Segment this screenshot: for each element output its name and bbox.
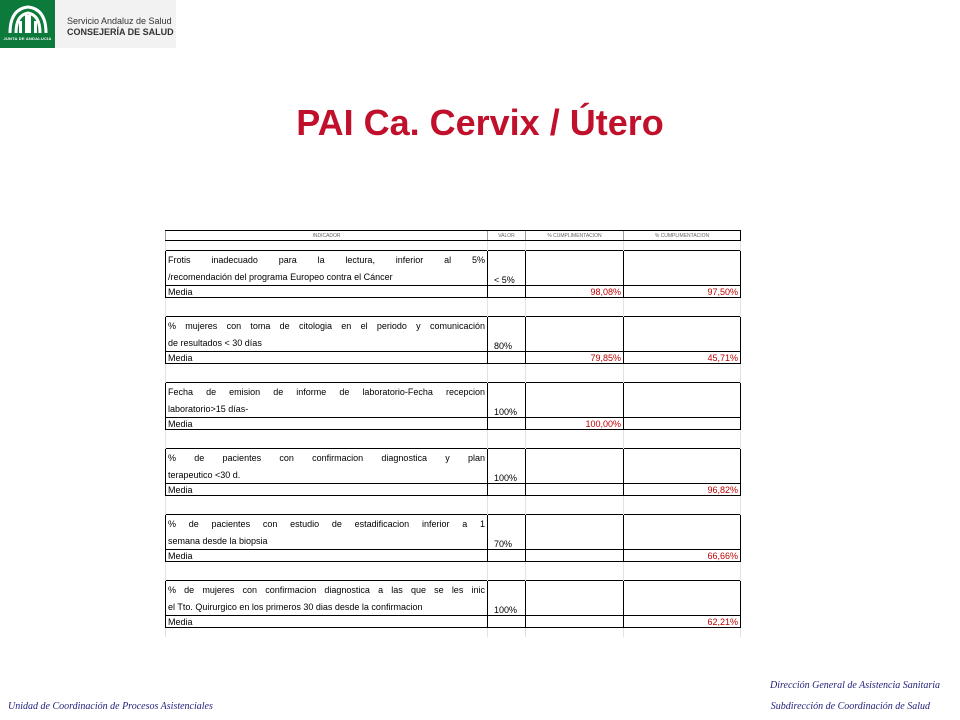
indicator-value: 100% bbox=[488, 383, 526, 418]
indicator-row bbox=[166, 251, 741, 269]
spacer-cell bbox=[166, 307, 488, 317]
spacer-cell bbox=[526, 439, 624, 449]
footer-right-line1: Dirección General de Asistencia Sanitaria bbox=[770, 680, 940, 691]
indicator-text-line1: Frotis inadecuado para la lectura, inferior al 5% bbox=[166, 251, 488, 269]
indicator-blank-cell bbox=[624, 581, 741, 616]
spacer-row bbox=[166, 430, 741, 440]
indicator-blank-cell bbox=[624, 317, 741, 352]
spacer-cell bbox=[526, 364, 624, 374]
media-row bbox=[166, 286, 741, 298]
indicator-text-line2: /recomendación del programa Europeo contra el Cáncer bbox=[166, 268, 488, 286]
indicator-table bbox=[165, 230, 745, 627]
coat-of-arms-icon bbox=[6, 3, 50, 35]
spacer-row bbox=[166, 628, 741, 638]
media-row bbox=[166, 550, 741, 562]
spacer-cell bbox=[624, 298, 741, 308]
media-label: Media bbox=[166, 286, 488, 298]
spacer-row bbox=[166, 505, 741, 515]
spacer-cell bbox=[526, 496, 624, 506]
indicator-blank-cell bbox=[526, 383, 624, 418]
media-row bbox=[166, 616, 741, 628]
indicator-value: 80% bbox=[488, 317, 526, 352]
media-blank bbox=[488, 484, 526, 496]
spacer-cell bbox=[526, 373, 624, 383]
spacer-cell bbox=[526, 505, 624, 515]
media-row bbox=[166, 352, 741, 364]
indicator-blank-cell bbox=[624, 449, 741, 484]
media-blank bbox=[488, 418, 526, 430]
indicator-blank-cell bbox=[624, 251, 741, 286]
spacer-row bbox=[166, 307, 741, 317]
media-value-col2: 97,50% bbox=[624, 286, 741, 298]
media-label: Media bbox=[166, 550, 488, 562]
spacer-row bbox=[166, 298, 741, 308]
media-value-col1 bbox=[526, 550, 624, 562]
spacer-cell bbox=[488, 364, 526, 374]
spacer-cell bbox=[624, 430, 741, 440]
media-value-col1 bbox=[526, 484, 624, 496]
spacer-cell bbox=[488, 571, 526, 581]
slide-title: PAI Ca. Cervix / Útero bbox=[296, 102, 664, 143]
spacer-cell bbox=[624, 364, 741, 374]
spacer-cell bbox=[624, 571, 741, 581]
spacer-cell bbox=[166, 364, 488, 374]
indicator-value: < 5% bbox=[488, 251, 526, 286]
media-label: Media bbox=[166, 484, 488, 496]
junta-andalucia-logo bbox=[0, 0, 55, 48]
spacer-cell bbox=[624, 505, 741, 515]
spacer-cell bbox=[526, 430, 624, 440]
org-name bbox=[67, 16, 174, 38]
header-cumplimentacion-1: % CUMPLIMENTACION bbox=[526, 231, 624, 241]
spacer-cell bbox=[488, 628, 526, 638]
spacer-cell bbox=[526, 298, 624, 308]
indicator-blank-cell bbox=[526, 251, 624, 286]
indicator-text-line1: % de pacientes con confirmacion diagnostica y plan bbox=[166, 449, 488, 467]
media-value-col1: 100,00% bbox=[526, 418, 624, 430]
spacer-cell bbox=[488, 496, 526, 506]
indicator-value: 100% bbox=[488, 449, 526, 484]
spacer-row bbox=[166, 571, 741, 581]
media-value-col2: 96,82% bbox=[624, 484, 741, 496]
org-line1: Servicio Andaluz de Salud bbox=[67, 16, 172, 26]
spacer-cell bbox=[624, 241, 741, 251]
header-valor: VALOR bbox=[488, 231, 526, 241]
media-label: Media bbox=[166, 352, 488, 364]
indicator-blank-cell bbox=[526, 317, 624, 352]
spacer-cell bbox=[166, 562, 488, 572]
media-value-col2 bbox=[624, 418, 741, 430]
indicator-row bbox=[166, 449, 741, 467]
spacer-cell bbox=[166, 505, 488, 515]
indicator-row bbox=[166, 515, 741, 533]
indicator-text-line2: terapeutico <30 d. bbox=[166, 466, 488, 484]
table-header-row bbox=[166, 231, 741, 241]
header-logo bbox=[0, 0, 176, 48]
indicator-blank-cell bbox=[526, 581, 624, 616]
spacer-row bbox=[166, 562, 741, 572]
spacer-cell bbox=[488, 562, 526, 572]
spacer-cell bbox=[526, 241, 624, 251]
media-value-col2: 66,66% bbox=[624, 550, 741, 562]
media-blank bbox=[488, 352, 526, 364]
spacer-cell bbox=[166, 439, 488, 449]
footer-left: Unidad de Coordinación de Procesos Asistenciales bbox=[8, 701, 213, 712]
indicator-value: 100% bbox=[488, 581, 526, 616]
spacer-cell bbox=[488, 298, 526, 308]
spacer-cell bbox=[488, 505, 526, 515]
spacer-cell bbox=[624, 307, 741, 317]
media-value-col2: 45,71% bbox=[624, 352, 741, 364]
spacer-cell bbox=[526, 562, 624, 572]
media-label: Media bbox=[166, 616, 488, 628]
indicator-text-line2: el Tto. Quirurgico en los primeros 30 dias desde la confirmacion bbox=[166, 598, 488, 616]
spacer-cell bbox=[526, 307, 624, 317]
media-row bbox=[166, 484, 741, 496]
indicator-blank-cell bbox=[624, 383, 741, 418]
indicator-text-line1: % mujeres con toma de citologia en el periodo y comunicación bbox=[166, 317, 488, 335]
media-label: Media bbox=[166, 418, 488, 430]
spacer-cell bbox=[624, 439, 741, 449]
spacer-cell bbox=[166, 430, 488, 440]
indicator-row bbox=[166, 383, 741, 401]
spacer-cell bbox=[526, 628, 624, 638]
indicator-text-line1: Fecha de emision de informe de laboratorio-Fecha recepcion bbox=[166, 383, 488, 401]
spacer-cell bbox=[166, 298, 488, 308]
indicator-row bbox=[166, 317, 741, 335]
media-value-col2: 62,21% bbox=[624, 616, 741, 628]
spacer-row bbox=[166, 373, 741, 383]
indicator-blank-cell bbox=[526, 449, 624, 484]
media-value-col1: 98,08% bbox=[526, 286, 624, 298]
header-cumplimentacion-2: % CUMPLIMENTACION bbox=[624, 231, 741, 241]
spacer-cell bbox=[488, 241, 526, 251]
spacer-cell bbox=[624, 373, 741, 383]
spacer-row bbox=[166, 439, 741, 449]
indicator-text-line2: semana desde la biopsia bbox=[166, 532, 488, 550]
indicator-text-line1: % de pacientes con estudio de estadificacion inferior a 1 bbox=[166, 515, 488, 533]
indicator-blank-cell bbox=[526, 515, 624, 550]
indicator-text-line1: % de mujeres con confirmacion diagnostica a las que se les inic bbox=[166, 581, 488, 599]
spacer-cell bbox=[526, 571, 624, 581]
spacer-cell bbox=[624, 562, 741, 572]
spacer-cell bbox=[166, 628, 488, 638]
spacer-row bbox=[166, 241, 741, 251]
spacer-cell bbox=[488, 307, 526, 317]
spacer-cell bbox=[488, 439, 526, 449]
spacer-row bbox=[166, 496, 741, 506]
spacer-cell bbox=[166, 496, 488, 506]
spacer-cell bbox=[488, 373, 526, 383]
indicator-text-line2: laboratorio>15 días- bbox=[166, 400, 488, 418]
indicator-value: 70% bbox=[488, 515, 526, 550]
media-value-col1 bbox=[526, 616, 624, 628]
spacer-cell bbox=[166, 241, 488, 251]
indicator-text-line2: de resultados < 30 días bbox=[166, 334, 488, 352]
spacer-row bbox=[166, 364, 741, 374]
indicator-row bbox=[166, 581, 741, 599]
footer-right-line2: Subdirección de Coordinación de Salud bbox=[770, 701, 930, 712]
spacer-cell bbox=[624, 628, 741, 638]
media-value-col1: 79,85% bbox=[526, 352, 624, 364]
spacer-cell bbox=[166, 373, 488, 383]
indicator-blank-cell bbox=[624, 515, 741, 550]
spacer-cell bbox=[624, 496, 741, 506]
org-line2: CONSEJERÍA DE SALUD bbox=[67, 27, 174, 37]
spacer-cell bbox=[166, 571, 488, 581]
media-blank bbox=[488, 550, 526, 562]
media-blank bbox=[488, 616, 526, 628]
spacer-cell bbox=[488, 430, 526, 440]
media-row bbox=[166, 418, 741, 430]
media-blank bbox=[488, 286, 526, 298]
header-indicador: INDICADOR bbox=[166, 231, 488, 241]
junta-label: JUNTA DE ANDALUCIA bbox=[3, 36, 52, 41]
